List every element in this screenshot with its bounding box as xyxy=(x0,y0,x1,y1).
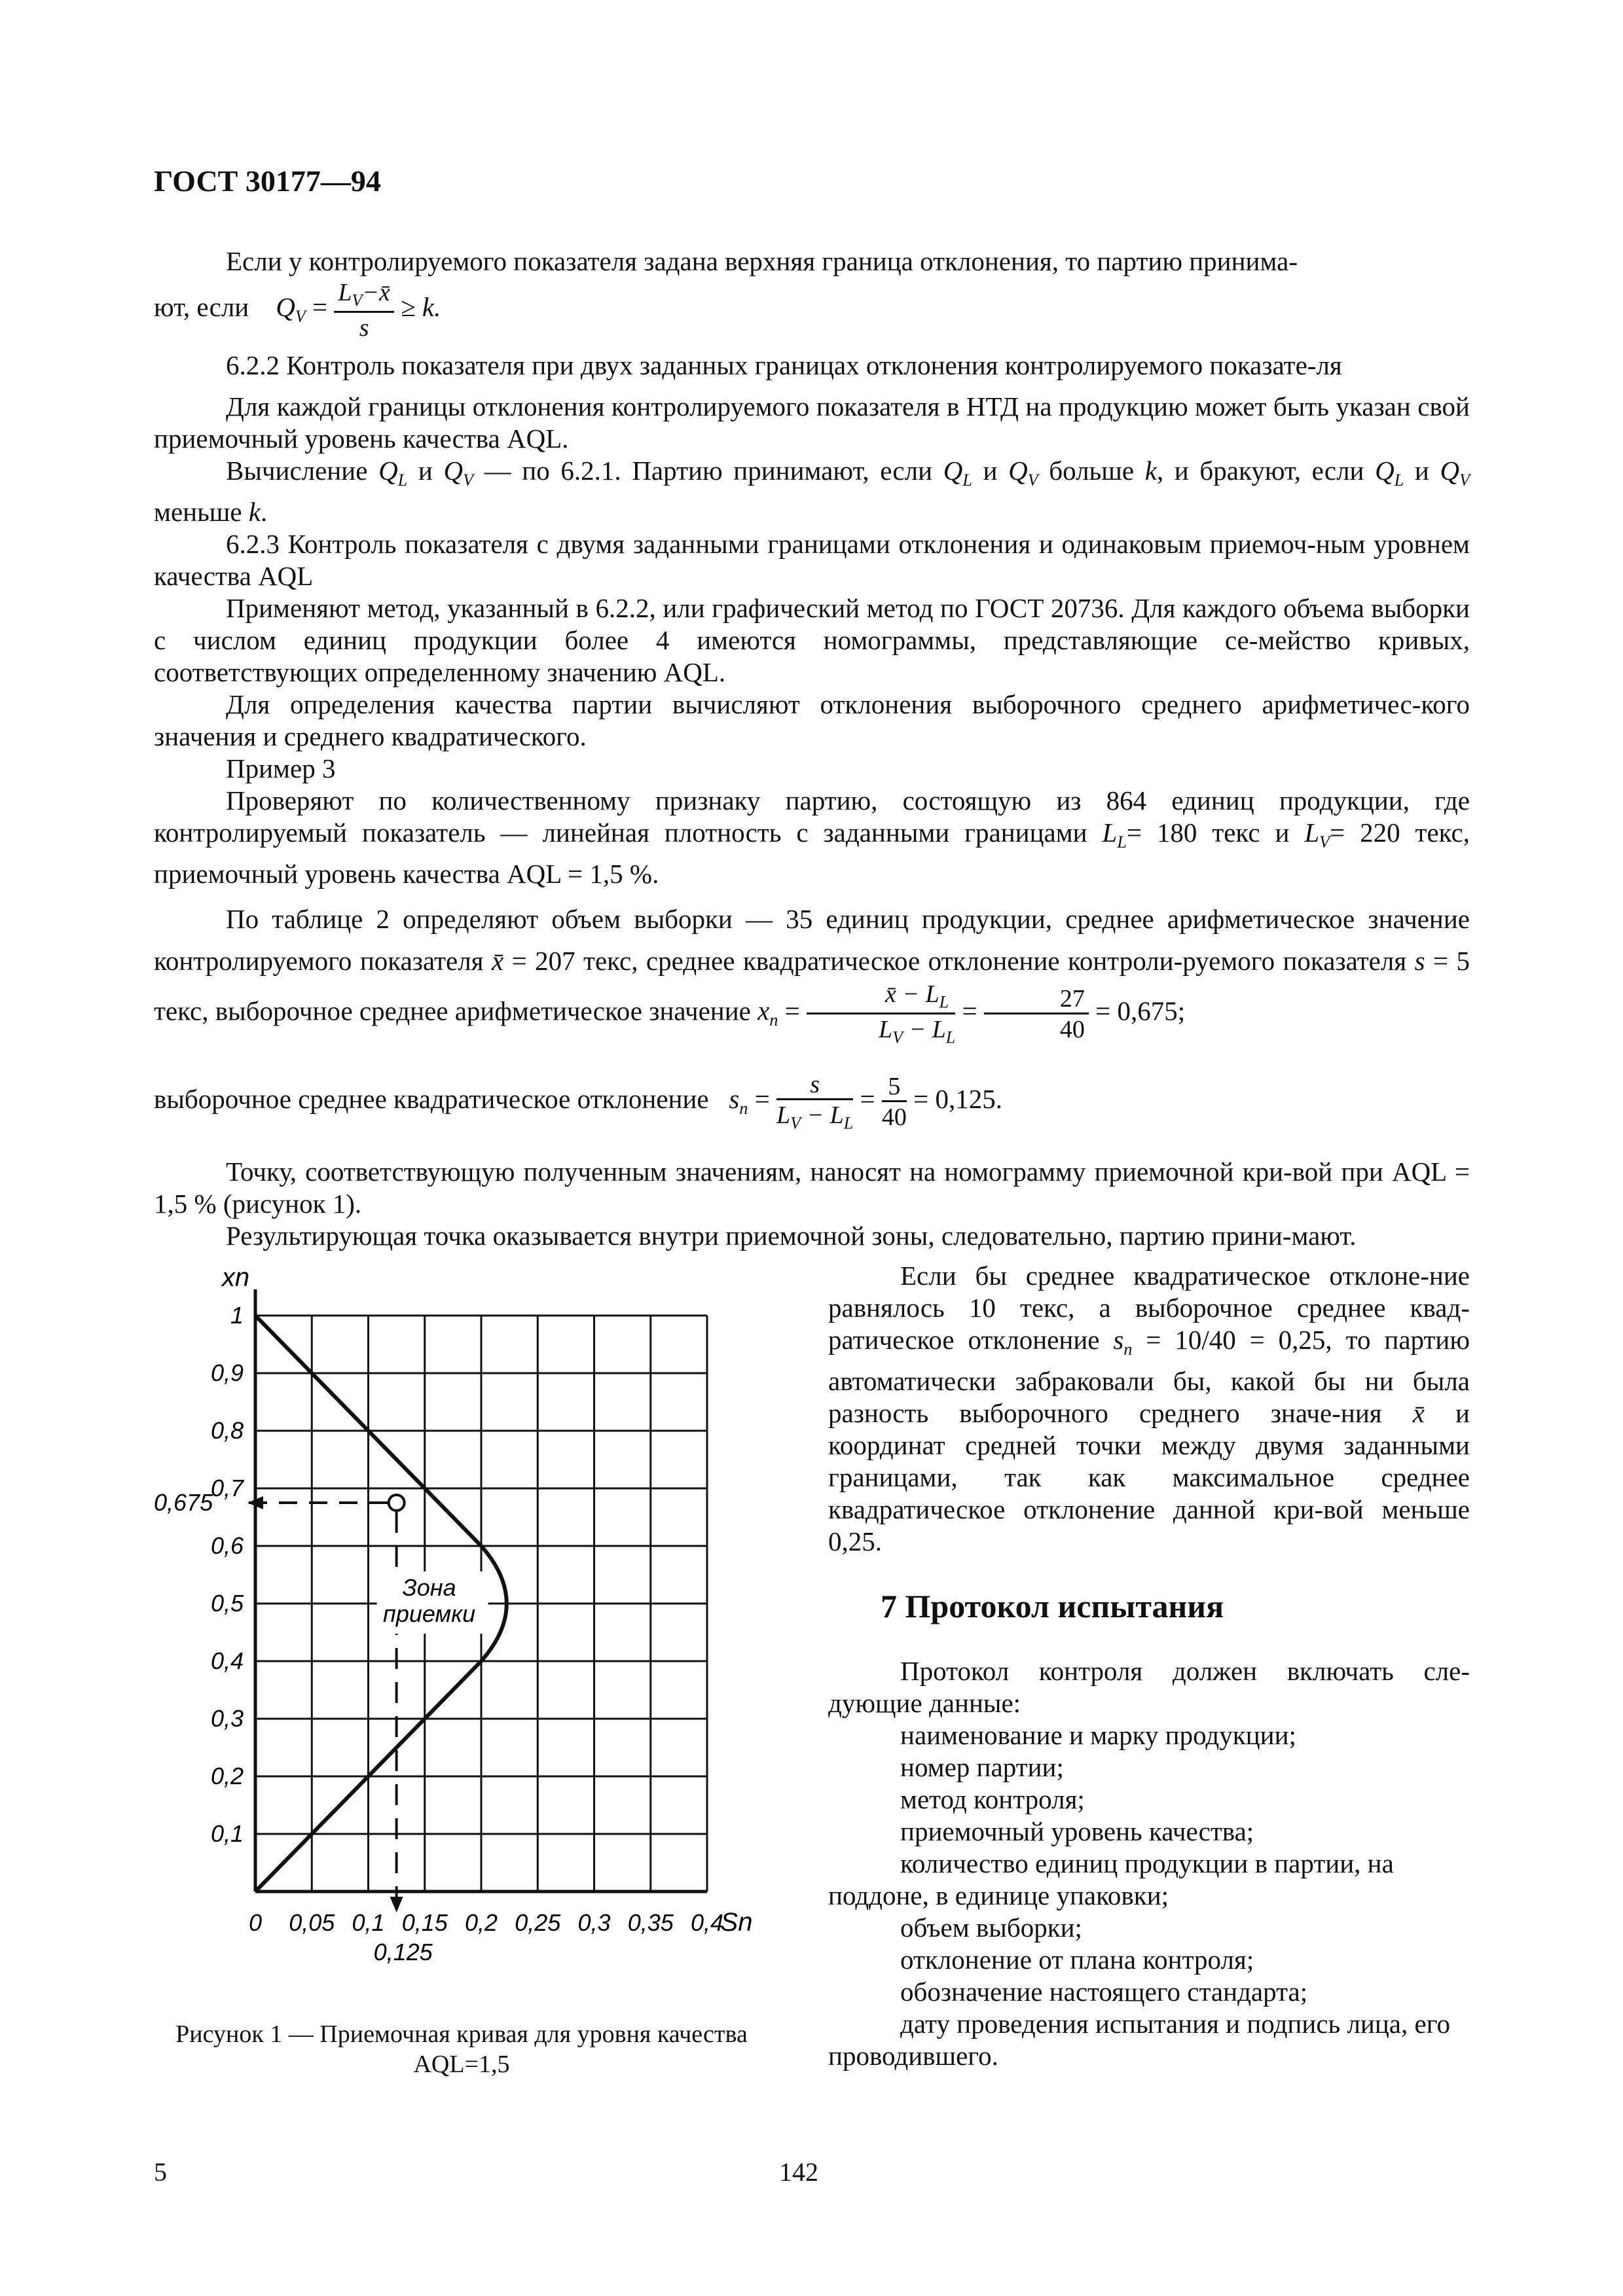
y-tick-label: 0,1 xyxy=(210,1820,244,1847)
fraction-5-40: $\frac{5}{40}$ xyxy=(881,1073,907,1132)
x-tick-label: 0,25 xyxy=(515,1909,561,1936)
paragraph: Применяют метод, указанный в 6.2.2, или графический метод по ГОСТ 20736. Для каждого объема выборки с числом единиц продукции более 4 имеются номограммы, представляющие се-мейство кривых, соответствующих определенному значению AQL. xyxy=(154,592,1470,687)
chart-svg xyxy=(144,1263,773,2003)
y-tick-label: 0,9 xyxy=(210,1359,244,1386)
text-block-top xyxy=(154,245,1470,1252)
page-header: ГОСТ 30177—94 xyxy=(154,164,381,198)
arrow-down-icon xyxy=(390,1897,403,1912)
paragraph: Для определения качества партии вычисляют отклонения выборочного среднего арифметичес-кого значения и среднего квадратического. xyxy=(154,689,1470,751)
section-7-title: 7 Протокол испытания xyxy=(881,1588,1224,1625)
y-tick-label: 0,8 xyxy=(210,1417,244,1444)
point-y-label: 0,675 xyxy=(154,1489,213,1516)
list-item: количество единиц продукции в партии, на поддоне, в единице упаковки; xyxy=(828,1848,1394,1911)
list-item: метод контроля; xyxy=(900,1784,1085,1815)
list-item: приемочный уровень качества; xyxy=(900,1816,1254,1847)
paragraph-6-2-3: 6.2.3 Контроль показателя с двумя заданными границами отклонения и одинаковым приемоч-ным уровнем качества AQL xyxy=(154,528,1470,591)
y-tick-label: 0,4 xyxy=(210,1647,244,1674)
paragraph-calc: Вычисление $Q_L$ и $Q_V$ — по 6.2.1. Партию принимают, если $Q_L$ и $Q_V$ больше k, и бракуют, если $Q_L$ и $Q_V$ меньше k. xyxy=(154,455,1470,527)
page-number-center: 142 xyxy=(779,2157,818,2187)
list-item: наименование и марку продукции; xyxy=(900,1720,1296,1751)
figure-acceptance-curve xyxy=(144,1263,773,2049)
y-tick-label: 0,6 xyxy=(210,1532,244,1559)
figure-caption: Рисунок 1 — Приемочная кривая для уровня качества AQL=1,5 xyxy=(175,2020,748,2078)
list-item: номер партии; xyxy=(900,1752,1064,1783)
paragraph: Точку, соответствующую полученным значениям, наносят на номограмму приемочной кри-вой при AQL = 1,5 % (рисунок 1). xyxy=(154,1156,1470,1219)
paragraph-sample: По таблице 2 определяют объем выборки — 35 единиц продукции, среднее арифметическое значение контролируемого показателя x̄ = 207 текс, среднее квадратическое отклонение контроли-руемого показателя s = 5 текс, выборочное среднее арифметическое значение $x_n$ = $\frac{x̄ - L_L}{L_V - L_L}$ = $\frac{27}{40}$ = 0,675; xyxy=(154,903,1470,1047)
y-tick-label: 1 xyxy=(230,1302,244,1329)
x-tick-label: 0,3 xyxy=(577,1909,611,1936)
paragraph: Для каждой границы отклонения контролируемого показателя в НТД на продукцию может быть указан свой приемочный уровень качества AQL. xyxy=(154,391,1470,454)
list-item: объем выборки; xyxy=(900,1912,1082,1943)
paragraph-example: Проверяют по количественному признаку партию, состоящую из 864 единиц продукции, где контролируемый показатель — линейная плотность с заданными границами $L_L= 180$ текс и $L_V= 220$ текс, приемочный уровень качества AQL = 1,5 %. xyxy=(154,785,1470,889)
y-axis-label: xn xyxy=(221,1263,250,1292)
zone-label-text: приемки xyxy=(383,1600,476,1627)
y-tick-label: 0,7 xyxy=(210,1475,244,1501)
paragraph: Если у контролируемого показателя задана верхняя граница отклонения, то партию принима- xyxy=(226,246,1298,276)
x-axis-label: Sn xyxy=(720,1908,753,1937)
text-block-right xyxy=(828,1260,1470,2072)
fraction: $\frac{L_V-x̄}{s}$ xyxy=(334,280,394,340)
fraction-sn: $\frac{s}{L_V - L_L}$ xyxy=(776,1071,854,1133)
list-item: отклонение от плана контроля; xyxy=(900,1945,1254,1975)
y-tick-label: 0,2 xyxy=(210,1763,244,1789)
section-7-intro: Протокол контроля должен включать сле-дующие данные: xyxy=(828,1656,1470,1719)
x-tick-label: 0,15 xyxy=(401,1909,448,1936)
list-item: дату проведения испытания и подпись лица, его проводившего. xyxy=(828,2009,1450,2072)
paragraph: Результирующая точка оказывается внутри приемочной зоны, следовательно, партию прини-мают. xyxy=(226,1220,1357,1251)
fraction-27-40: $\frac{27}{40}$ xyxy=(984,986,1089,1042)
x-tick-label: 0,1 xyxy=(352,1909,385,1936)
paragraph-6-2-2: 6.2.2 Контроль показателя при двух заданных границах отклонения контролируемого показате-ля xyxy=(226,350,1342,380)
list-item: обозначение настоящего стандарта; xyxy=(900,1977,1308,2007)
point-x-label: 0,125 xyxy=(373,1939,433,1965)
example-label: Пример 3 xyxy=(226,753,336,783)
y-tick-label: 0,3 xyxy=(210,1705,244,1732)
x-tick-label: 0,05 xyxy=(289,1909,335,1936)
paragraph-right: Если бы среднее квадратическое отклоне-ние равнялось 10 текс, а выборочное среднее квад-ратическое отклонение $s_n = 10/40 = 0,25$, то партию автоматически забраковали бы, какой бы ни была разность выборочного среднего значе-ния x̄ и координат средней точки между двумя заданными границами, так как максимальное среднее квадратическое отклонение данной кри-вой меньше 0,25. xyxy=(828,1261,1470,1557)
section-7-list xyxy=(828,1719,1470,2072)
x-tick-label: 0,2 xyxy=(464,1909,498,1936)
formula-qv: $Q_V$ xyxy=(276,292,306,327)
fraction-xn: $\frac{x̄ - L_L}{L_V - L_L}$ xyxy=(807,982,955,1046)
paragraph-sn: выборочное среднее квадратическое отклонение $s_n$ = $\frac{s}{L_V - L_L}$ = $\frac{5}{40}$ = 0,125. xyxy=(154,1071,1002,1133)
x-tick-label: 0,35 xyxy=(627,1909,674,1936)
eq: = xyxy=(312,292,328,323)
x-tick-label: 0,4 xyxy=(690,1909,724,1936)
page-number-left: 5 xyxy=(154,2157,167,2187)
x-tick-label: 0 xyxy=(248,1909,263,1936)
y-tick-label: 0,5 xyxy=(210,1590,244,1617)
paragraph-formula-qv xyxy=(154,280,1470,340)
text: ют, если xyxy=(154,292,249,323)
result-point xyxy=(389,1495,405,1511)
relation: ≥ k. xyxy=(401,292,441,323)
zone-label-text: Зона xyxy=(402,1574,456,1601)
